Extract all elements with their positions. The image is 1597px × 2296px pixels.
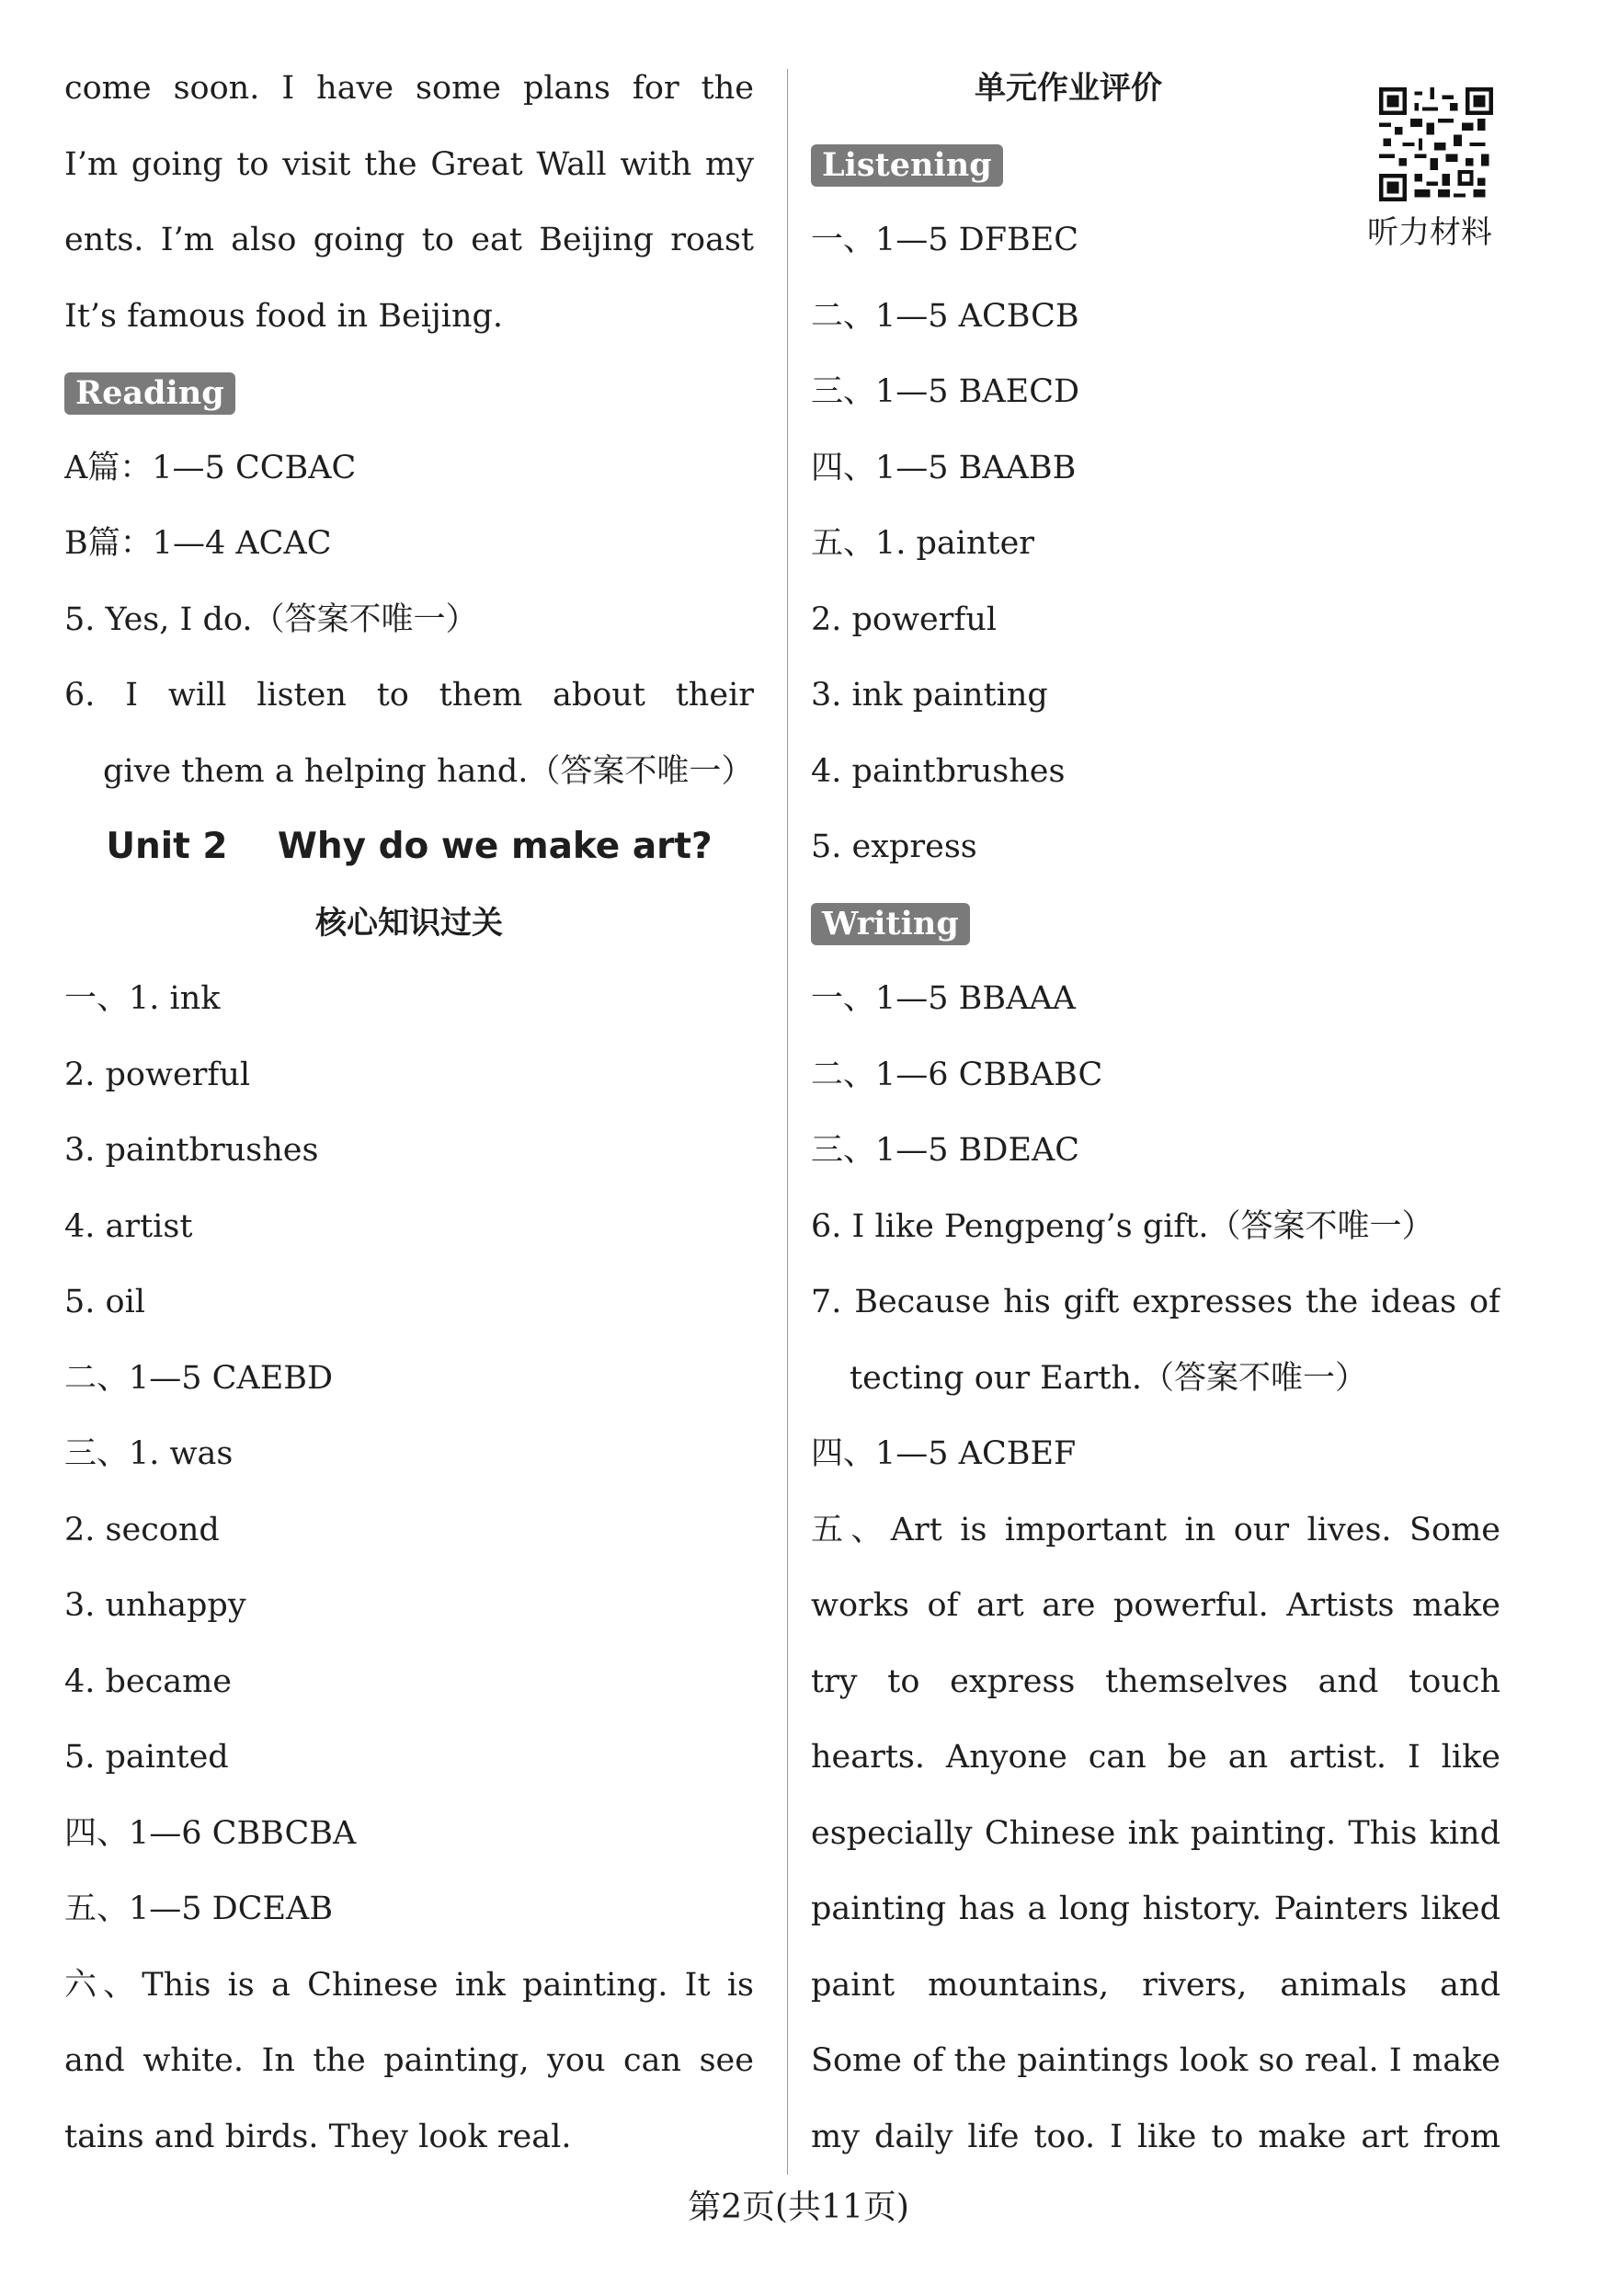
- text-line: give them a helping hand.（答案不唯一）: [103, 752, 754, 790]
- text-line: 三、1—5 BDEAC: [811, 1132, 1080, 1169]
- text-line: Some of the paintings look so real. I make: [811, 2042, 1500, 2079]
- section-tag: Reading: [64, 372, 235, 415]
- text-line: 二、1—5 ACBCB: [811, 297, 1079, 335]
- section-tag: Writing: [811, 903, 970, 945]
- listening-material-label: 听力材料: [1367, 214, 1492, 251]
- text-line: tecting our Earth.（答案不唯一）: [850, 1359, 1368, 1397]
- section-tag: Listening: [811, 144, 1003, 187]
- text-line: 5. painted: [64, 1739, 229, 1776]
- text-line: 四、1—5 ACBEF: [811, 1435, 1077, 1472]
- text-line: 3. unhappy: [64, 1587, 246, 1624]
- text-line: 2. second: [64, 1511, 220, 1548]
- text-line: 五、1—5 DCEAB: [64, 1890, 334, 1927]
- text-line: hearts. Anyone can be an artist. I like: [811, 1739, 1500, 1776]
- text-line: A篇：1—5 CCBAC: [64, 449, 357, 486]
- text-line: paint mountains, rivers, animals and: [811, 1966, 1500, 2004]
- text-line: B篇：1—4 ACAC: [64, 525, 332, 562]
- text-line: 5. Yes, I do.（答案不唯一）: [64, 600, 478, 638]
- left-column: [64, 51, 754, 2175]
- text-line: 三、1—5 BAECD: [811, 373, 1080, 410]
- unit-evaluation-title: 单元作业评价: [975, 70, 1162, 107]
- text-line: tains and birds. They look real.: [64, 2118, 572, 2155]
- text-line: works of art are powerful. Artists make: [811, 1587, 1500, 1624]
- text-line: painting has a long history. Painters liked: [811, 1890, 1500, 1927]
- text-line: come soon. I have some plans for the: [64, 70, 754, 107]
- column-divider: [787, 69, 788, 2175]
- text-line: ents. I’m also going to eat Beijing roast: [64, 222, 754, 258]
- text-line: 2. powerful: [811, 600, 998, 638]
- text-line: 7. Because his gift expresses the ideas of: [811, 1284, 1500, 1320]
- text-line: 3. paintbrushes: [64, 1132, 319, 1169]
- text-line: try to express themselves and touch: [811, 1662, 1500, 1700]
- text-line: 6. I like Pengpeng’s gift.（答案不唯一）: [811, 1207, 1434, 1245]
- section-heading: [811, 885, 1500, 962]
- text-line: 四、1—5 BAABB: [811, 449, 1077, 486]
- page-footer: 第2页(共11页): [688, 2188, 909, 2226]
- text-line: 三、1. was: [64, 1435, 234, 1472]
- unit-title: Unit 2 Why do we make art?: [106, 826, 713, 867]
- text-line: 五、1. painter: [811, 525, 1035, 562]
- qr-code-icon[interactable]: [1379, 87, 1493, 201]
- text-line: 6. I will listen to them about their: [64, 677, 754, 714]
- text-line: 二、1—6 CBBABC: [811, 1056, 1103, 1093]
- text-line: my daily life too. I like to make art from: [811, 2118, 1500, 2155]
- text-line: I’m going to visit the Great Wall with my: [64, 145, 754, 183]
- text-line: 4. artist: [64, 1207, 193, 1245]
- text-line: 六、This is a Chinese ink painting. It is: [64, 1966, 754, 2004]
- text-line: 一、1—5 BBAAA: [811, 980, 1076, 1017]
- text-line: 4. paintbrushes: [811, 752, 1066, 790]
- text-line: 5. express: [811, 828, 977, 865]
- right-column: [811, 51, 1500, 2175]
- text-line: 3. ink painting: [811, 677, 1048, 714]
- text-line: especially Chinese ink painting. This kind: [811, 1814, 1500, 1852]
- text-line: 一、1. ink: [64, 980, 221, 1017]
- text-line: and white. In the painting, you can see: [64, 2042, 754, 2079]
- text-line: 2. powerful: [64, 1056, 251, 1093]
- text-line: 五、Art is important in our lives. Some: [811, 1511, 1500, 1548]
- text-line: 二、1—5 CAEBD: [64, 1359, 334, 1397]
- section-heading: [64, 354, 754, 430]
- text-line: 四、1—6 CBBCBA: [64, 1814, 357, 1852]
- text-line: 5. oil: [64, 1284, 145, 1320]
- text-line: It’s famous food in Beijing.: [64, 297, 504, 335]
- text-line: 4. became: [64, 1662, 233, 1700]
- section-subtitle: 核心知识过关: [315, 904, 503, 942]
- text-line: 一、1—5 DFBEC: [811, 222, 1079, 258]
